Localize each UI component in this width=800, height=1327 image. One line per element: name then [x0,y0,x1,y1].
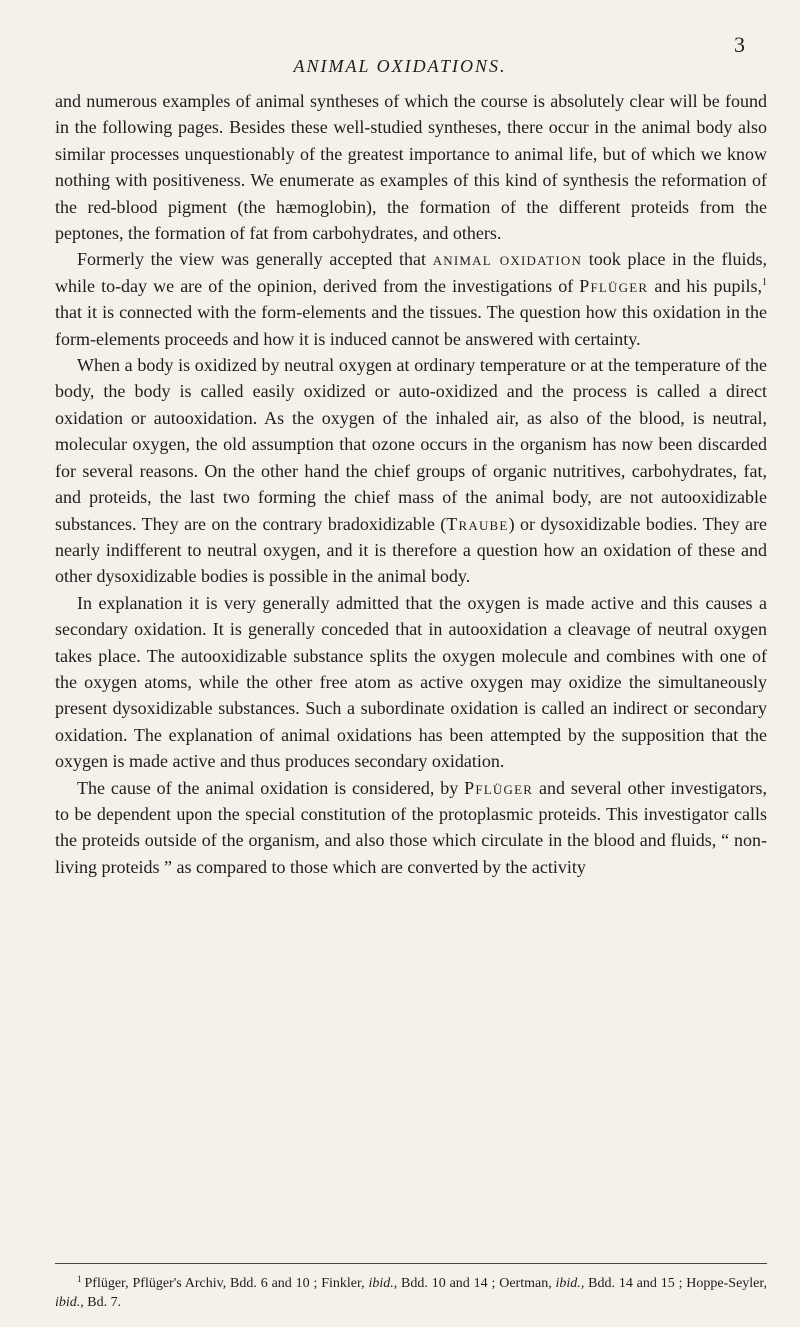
paragraph-2 [55,246,767,352]
ibid-2: ibid. [555,1276,581,1291]
footnote [55,1270,767,1312]
paragraph-3 [55,352,767,590]
p3-text-b: ) or dysoxidizable bodies. They are nearly indifferent to neutral oxygen, and it is therefore a question how an oxidation of these and other dysoxidizable bodies is possible in the animal body. [55,513,767,587]
author-pfluger: Pflüger [464,777,534,798]
footnote-divider [55,1263,767,1264]
footnote-text-c: , Bdd. 14 and 15 ; Hoppe-Seyler, [580,1276,767,1291]
author-pfluger: Pflüger [579,275,649,296]
p2-text-c: and his pupils, [648,275,762,296]
page-header [0,32,800,84]
footnote-text-d: , Bd. 7. [80,1295,122,1310]
term-animal-oxidation: animal oxidation [432,249,583,270]
footnote-text-a: Pflüger, Pflüger's Archiv, Bdd. 6 and 10 ; Finkler, [84,1276,369,1291]
running-head: ANIMAL OXIDATIONS. [293,56,507,76]
footnote-mark: 1 [77,1274,82,1284]
p2-text-b: took place in the fluids, while to-day we are of the opinion, derived from the investigations of [55,249,767,296]
p5-text-b: and several other investigators, to be dependent upon the special constitution of the protoplasmic proteids. This investigator calls the proteids outside of the organism, and also those which circulate in the blood and fluids, “ non-living proteids ” as compared to those which are converted by the activity [55,777,767,877]
paragraph-1: and numerous examples of animal syntheses of which the course is absolutely clear will be found in the following pages. Besides these well-studied syntheses, there occur in the animal body also similar processes unquestionably of the greatest importance to animal life, but of which we know nothing with positiveness. We enumerate as examples of this kind of synthesis the reformation of the red-blood pigment (the hæmoglobin), the formation of the different proteids from the peptones, the formation of fat from carbohydrates, and others. [55,91,767,244]
p2-text-a: Formerly the view was generally accepted that [77,249,433,270]
footnote-text-b: , Bdd. 10 and 14 ; Oertman, [393,1276,556,1291]
ibid-3: ibid. [55,1295,81,1310]
p3-text-a: When a body is oxidized by neutral oxygen at ordinary temperature or at the temperature of the body, the body is called easily oxidized or auto-oxidized and the process is called a direct oxidation or autooxidation. As the oxygen of the inhaled air, as also of the blood, is neutral, molecular oxygen, the old assumption that ozone occurs in the organism has now been discarded for several reasons. On the other hand the chief groups of organic nutritives, carbohydrates, fat, and proteids, the last two forming the chief mass of the animal body, are not autooxidizable substances. They are on the contrary bradoxidizable ( [55,355,767,534]
p5-text-a: The cause of the animal oxidation is considered, by [77,777,465,798]
footnote-ref: 1 [761,276,767,288]
p2-text-d: that it is connected with the form-elements and the tissues. The question how this oxidation in the form-elements proceeds and how it is induced cannot be answered with certainty. [55,302,767,349]
author-traube: Traube [446,513,509,534]
body-text [55,88,767,880]
paragraph-5 [55,775,767,881]
page-number: 3 [734,32,745,57]
ibid-1: ibid. [368,1276,394,1291]
paragraph-4: In explanation it is very generally admitted that the oxygen is made active and this causes a secondary oxidation. It is generally conceded that in autooxidation a cleavage of neutral oxygen takes place. The autooxidizable substance splits the oxygen molecule and combines with one of the oxygen atoms, while the other free atom as active oxygen may oxidize the simultaneously present dysoxidizable substances. Such a subordinate oxidation is called an indirect or secondary oxidation. The explanation of animal oxidations has been attempted by the supposition that the oxygen is made active and thus produces secondary oxidation. [55,592,767,772]
